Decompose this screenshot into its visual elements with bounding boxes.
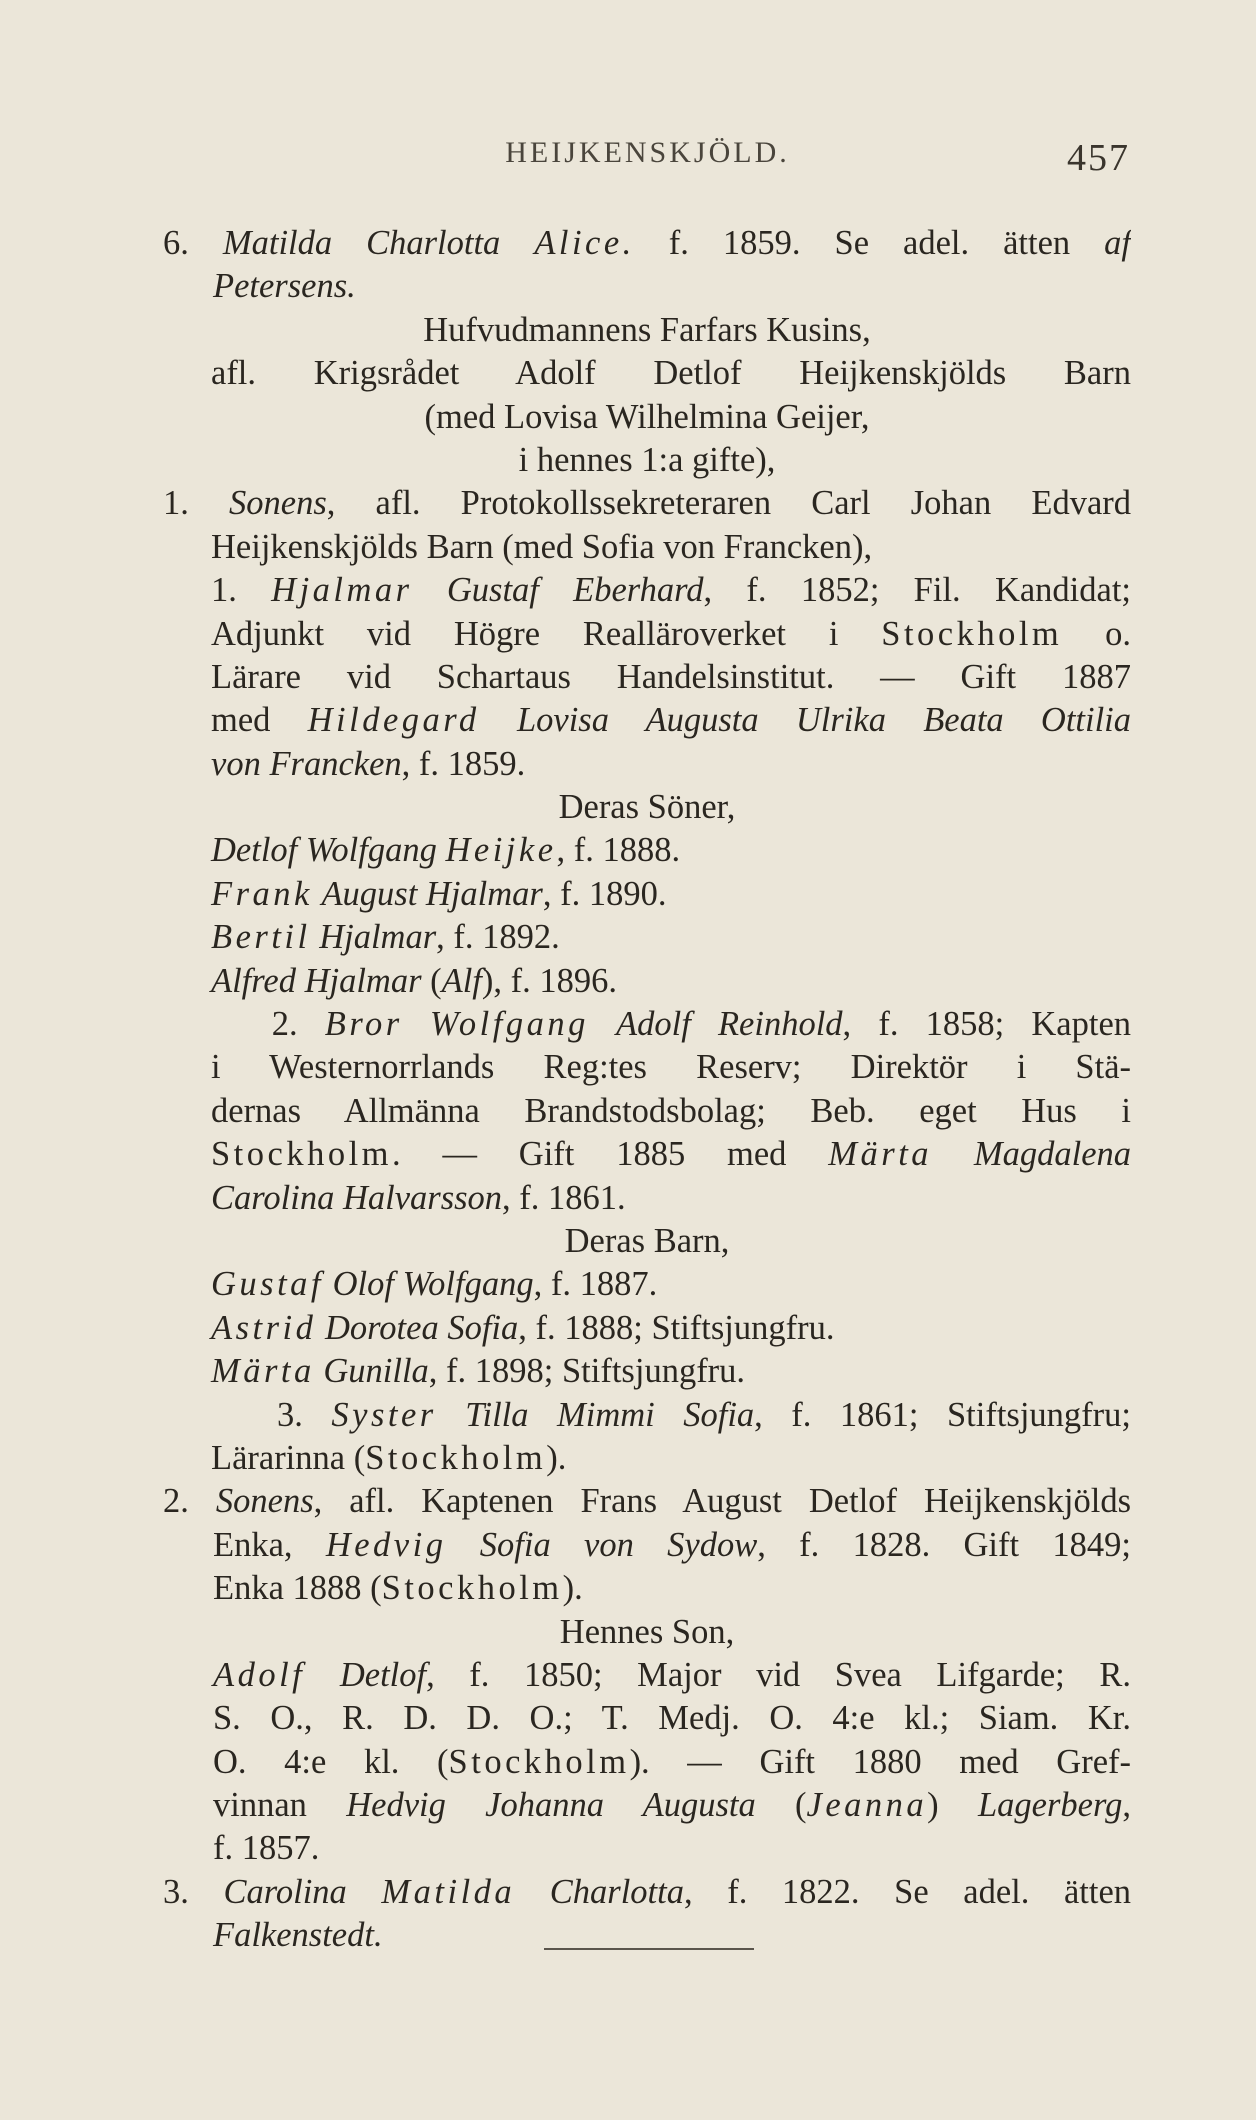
text-line: 1. Hjalmar Gustaf Eberhard, f. 1852; Fil. Kandidat; xyxy=(211,571,1131,610)
text-line: Enka, Hedvig Sofia von Sydow, f. 1828. Gift 1849; xyxy=(213,1525,1131,1564)
text-line: afl. Krigsrådet Adolf Detlof Heijkenskjölds Barn xyxy=(211,354,1131,393)
text-line: O. 4:e kl. (Stockholm). — Gift 1880 med Gref- xyxy=(213,1742,1131,1781)
text-line: 2. Bror Wolfgang Adolf Reinhold, f. 1858; Kapten xyxy=(163,1005,1131,1044)
page-number: 457 xyxy=(1067,137,1130,179)
text-line: vinnan Hedvig Johanna Augusta (Jeanna) Lagerberg, xyxy=(213,1786,1131,1825)
text-line: Astrid Dorotea Sofia, f. 1888; Stiftsjungfru. xyxy=(211,1308,835,1347)
text-line: Hennes Son, xyxy=(559,1612,735,1651)
text-line: f. 1857. xyxy=(213,1829,320,1868)
text-line: Detlof Wolfgang Heijke, f. 1888. xyxy=(211,831,681,870)
text-line: Alfred Hjalmar (Alf), f. 1896. xyxy=(211,961,617,1000)
text-line: (med Lovisa Wilhelmina Geijer, xyxy=(424,397,870,436)
text-line: Stockholm. — Gift 1885 med Märta Magdalena xyxy=(211,1135,1131,1174)
text-line: S. O., R. D. D. O.; T. Medj. O. 4:e kl.; Siam. Kr. xyxy=(213,1699,1131,1738)
text-line: von Francken, f. 1859. xyxy=(211,744,526,783)
text-line: 2. Sonens, afl. Kaptenen Frans August Detlof Heijkenskjölds xyxy=(163,1482,1131,1521)
text-line: 6. Matilda Charlotta Alice. f. 1859. Se adel. ätten af xyxy=(163,224,1131,262)
text-line: Adjunkt vid Högre Realläroverket i Stockholm o. xyxy=(211,614,1131,653)
text-line: Deras Söner, xyxy=(558,788,736,827)
end-rule xyxy=(544,1948,754,1950)
text-line: Adolf Detlof, f. 1850; Major vid Svea Lifgarde; R. xyxy=(213,1655,1131,1694)
running-header xyxy=(165,136,1130,186)
running-title: HEIJKENSKJÖLD. xyxy=(505,136,790,169)
text-line: med Hildegard Lovisa Augusta Ulrika Beata Ottilia xyxy=(211,701,1131,740)
text-line: 1. Sonens, afl. Protokollssekreteraren Carl Johan Edvard xyxy=(163,484,1131,523)
text-line: Heijkenskjölds Barn (med Sofia von Francken), xyxy=(211,527,873,566)
text-line: Petersens. xyxy=(213,267,356,306)
text-line: Falkenstedt. xyxy=(213,1916,383,1955)
text-line: i Westernorrlands Reg:tes Reserv; Direktör i Stä- xyxy=(211,1048,1131,1087)
text-line: Frank August Hjalmar, f. 1890. xyxy=(211,874,667,913)
text-line: Lärarinna (Stockholm). xyxy=(211,1438,567,1477)
text-line: Enka 1888 (Stockholm). xyxy=(213,1569,583,1608)
text-line: dernas Allmänna Brandstodsbolag; Beb. eget Hus i xyxy=(211,1091,1131,1130)
text-line: 3. Syster Tilla Mimmi Sofia, f. 1861; Stiftsjungfru; xyxy=(163,1395,1131,1434)
text-line: Hufvudmannens Farfars Kusins, xyxy=(423,310,871,349)
genealogy-text xyxy=(163,222,1131,1958)
text-line: Märta Gunilla, f. 1898; Stiftsjungfru. xyxy=(211,1352,746,1391)
text-line: Deras Barn, xyxy=(564,1221,730,1260)
text-line: Gustaf Olof Wolfgang, f. 1887. xyxy=(211,1265,658,1304)
text-line: Carolina Halvarsson, f. 1861. xyxy=(211,1178,626,1217)
text-line: 3. Carolina Matilda Charlotta, f. 1822. Se adel. ätten xyxy=(163,1872,1131,1911)
text-line: Lärare vid Schartaus Handelsinstitut. — Gift 1887 xyxy=(211,657,1131,696)
text-line: Bertil Hjalmar, f. 1892. xyxy=(211,918,560,957)
text-line: i hennes 1:a gifte), xyxy=(518,440,776,479)
